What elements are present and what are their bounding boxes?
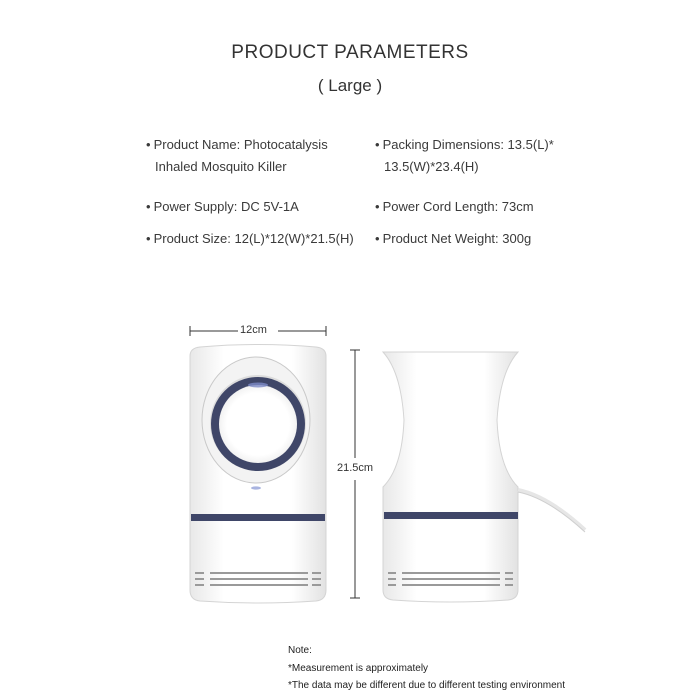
note-heading: Note:	[288, 645, 312, 656]
bullet-icon: •	[146, 137, 151, 152]
spec-packing-line2: 13.5(W)*23.4(H)	[384, 159, 479, 174]
page-subtitle: ( Large )	[317, 76, 383, 95]
front-accent-band	[191, 514, 325, 521]
note-line-2: *The data may be different due to different testing environment	[288, 680, 566, 691]
bullet-icon: •	[375, 137, 380, 152]
bullet-icon: •	[146, 199, 151, 214]
side-view-device	[383, 352, 585, 602]
page-title: PRODUCT PARAMETERS	[231, 42, 469, 63]
spec-packing-line1: Packing Dimensions: 13.5(L)*	[382, 137, 554, 152]
height-label: 21.5cm	[337, 462, 374, 474]
spec-cord-length-text: Power Cord Length: 73cm	[382, 199, 534, 214]
bullet-icon: •	[375, 231, 380, 246]
spec-name-line2: Inhaled Mosquito Killer	[155, 159, 287, 174]
power-cord	[518, 490, 585, 530]
spec-size-text: Product Size: 12(L)*12(W)*21.5(H)	[153, 231, 354, 246]
bullet-icon: •	[146, 231, 151, 246]
spec-name-line1: Product Name: Photocatalysis	[153, 137, 328, 152]
bullet-icon: •	[375, 199, 380, 214]
spec-power-supply-text: Power Supply: DC 5V-1A	[153, 199, 299, 214]
front-view-device	[190, 345, 326, 604]
note-line-1: *Measurement is approximately	[288, 663, 429, 674]
spec-weight-text: Product Net Weight: 300g	[382, 231, 532, 246]
side-accent-band	[384, 512, 518, 519]
height-dimension-arrow	[350, 350, 360, 598]
width-label: 12cm	[240, 324, 267, 336]
